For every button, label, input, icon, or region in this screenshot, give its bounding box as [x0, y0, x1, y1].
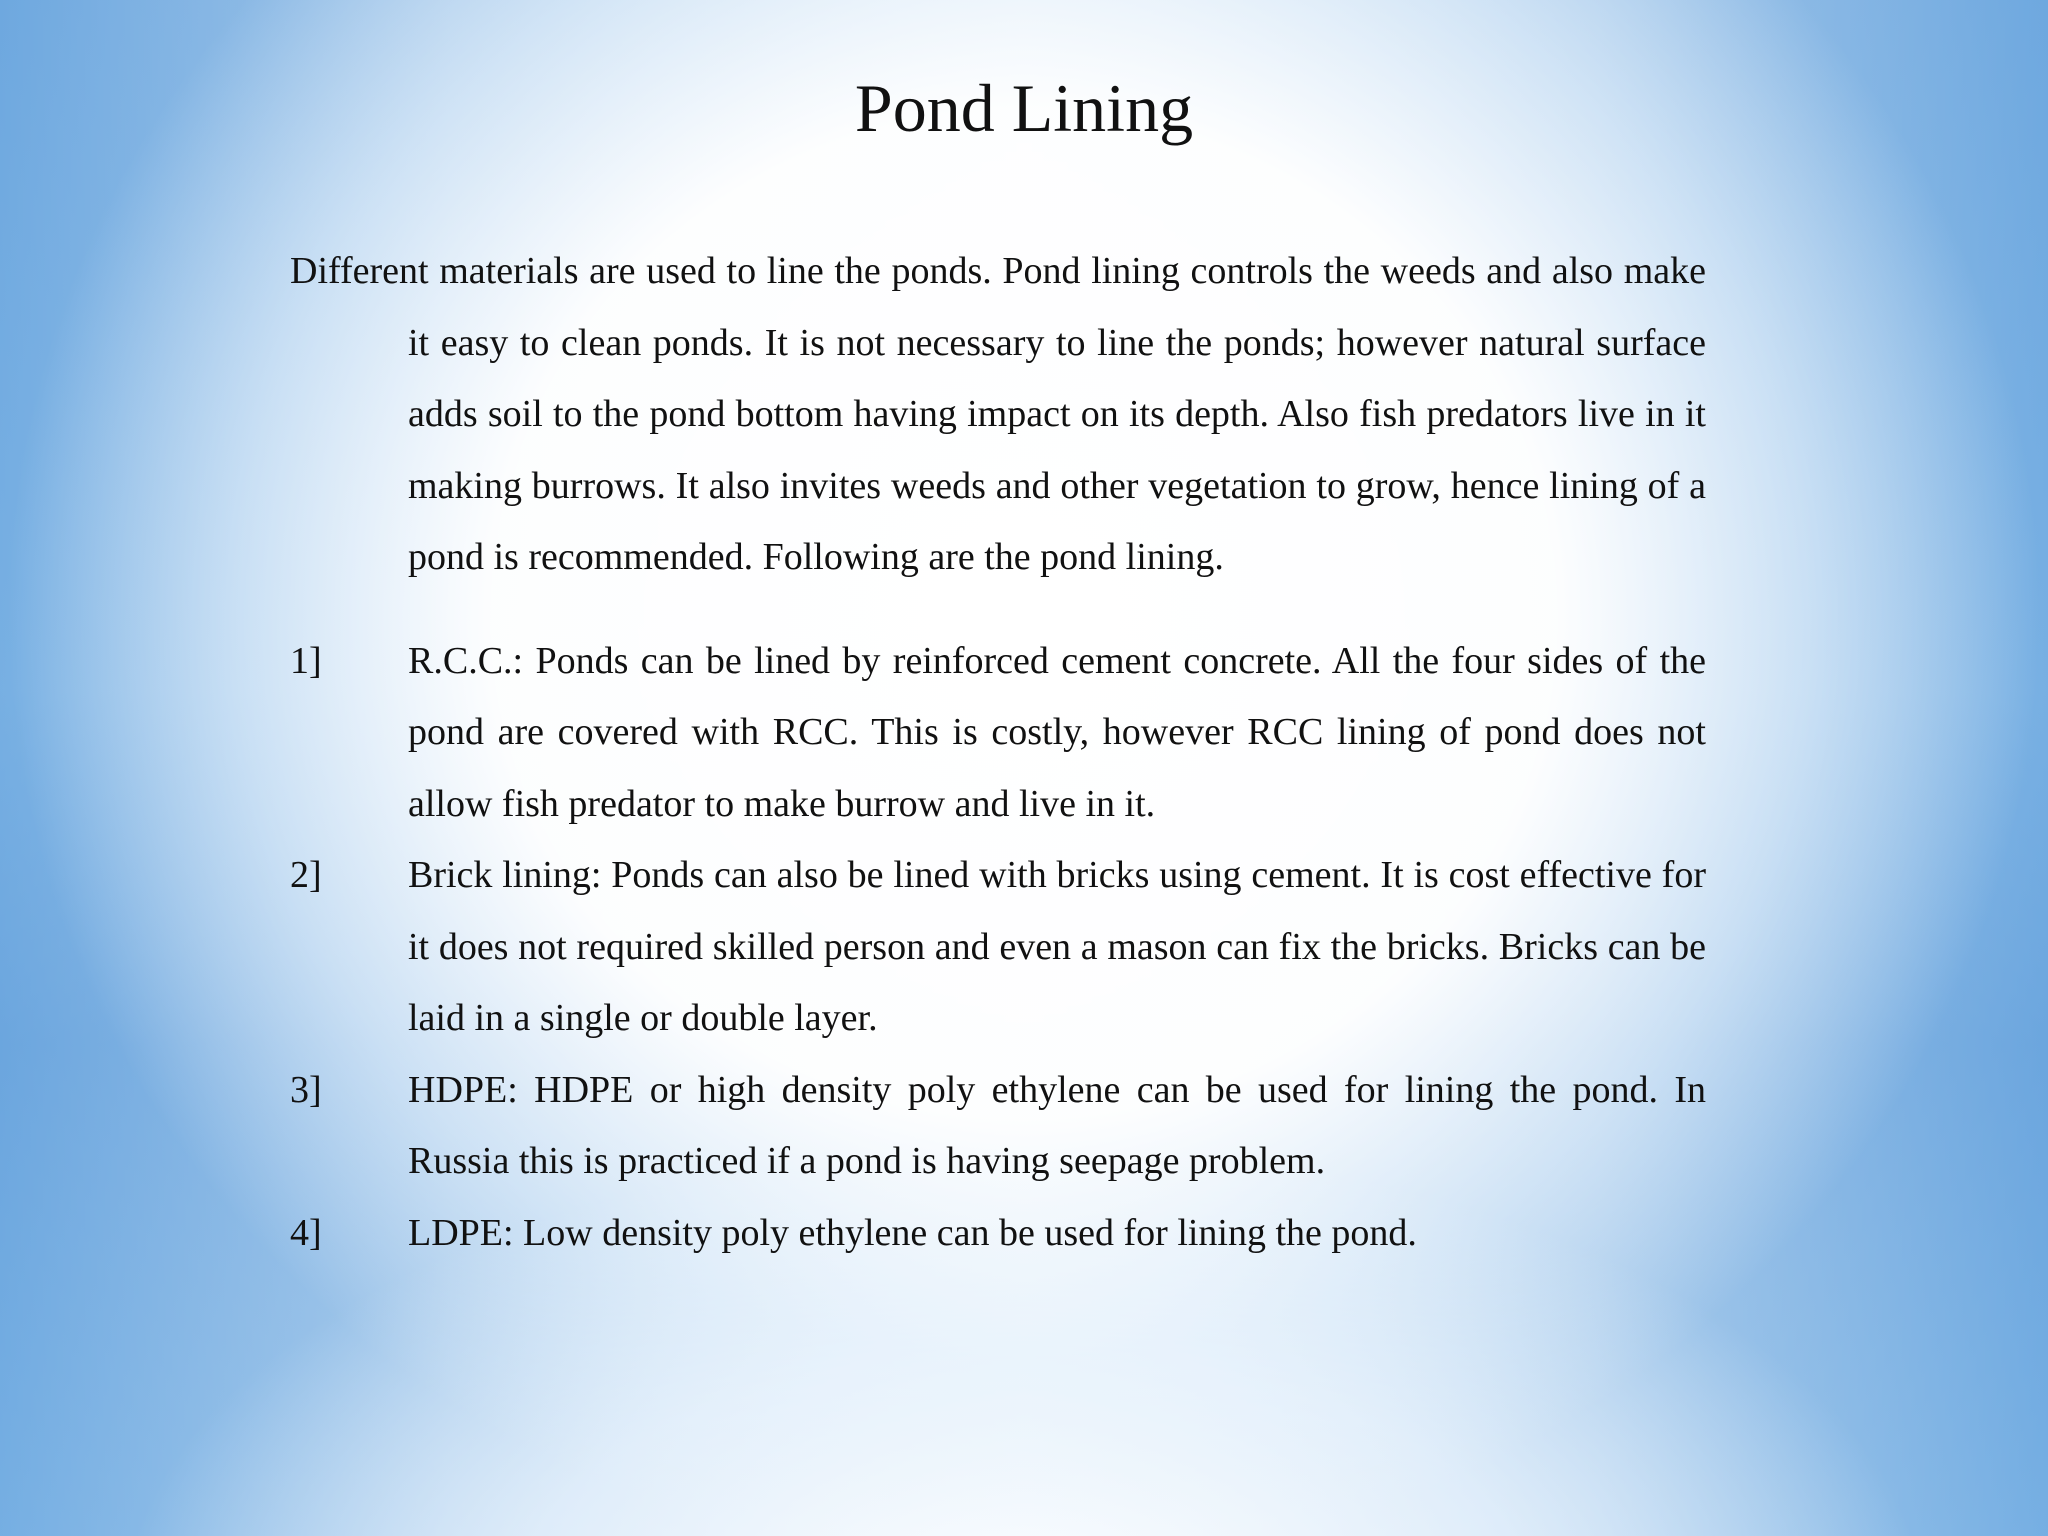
list-item-text: Brick lining: Ponds can also be lined with bricks using cement. It is cost effective for it does not required skilled person and even a mason can fix the bricks. Bricks can be laid in a single or double layer. — [408, 854, 1706, 1039]
list-item-number: 2] — [290, 854, 322, 896]
list-item-text: HDPE: HDPE or high density poly ethylene can be used for lining the pond. In Russia this is practiced if a pond is having seepage problem. — [408, 1068, 1706, 1182]
intro-paragraph: Different materials are used to line the ponds. Pond lining controls the weeds and also make it easy to clean ponds. It is not necessary to line the ponds; however natural surface adds soil to the pond bottom having impact on its depth. Also fish predators live in it making burrows. It also invites weeds and other vegetation to grow, hence lining of a pond is recommended. Following are the pond lining. — [290, 250, 1706, 578]
list-item-text: R.C.C.: Ponds can be lined by reinforced cement concrete. All the four sides of the pond are covered with RCC. This is costly, however RCC lining of pond does not allow fish predator to make burrow and live in it. — [408, 639, 1706, 825]
list-item — [290, 1055, 1706, 1198]
lining-list — [290, 626, 1706, 1270]
slide-body — [290, 236, 1706, 1269]
list-item-number: 1] — [290, 639, 322, 682]
list-item — [290, 840, 1706, 1055]
list-item — [290, 1198, 1706, 1270]
list-item-number: 4] — [290, 1211, 322, 1254]
list-item — [290, 626, 1706, 841]
list-item-number: 3] — [290, 1068, 322, 1111]
slide-title: Pond Lining — [854, 70, 1194, 146]
list-item-text: LDPE: Low density poly ethylene can be used for lining the pond. — [408, 1211, 1417, 1254]
